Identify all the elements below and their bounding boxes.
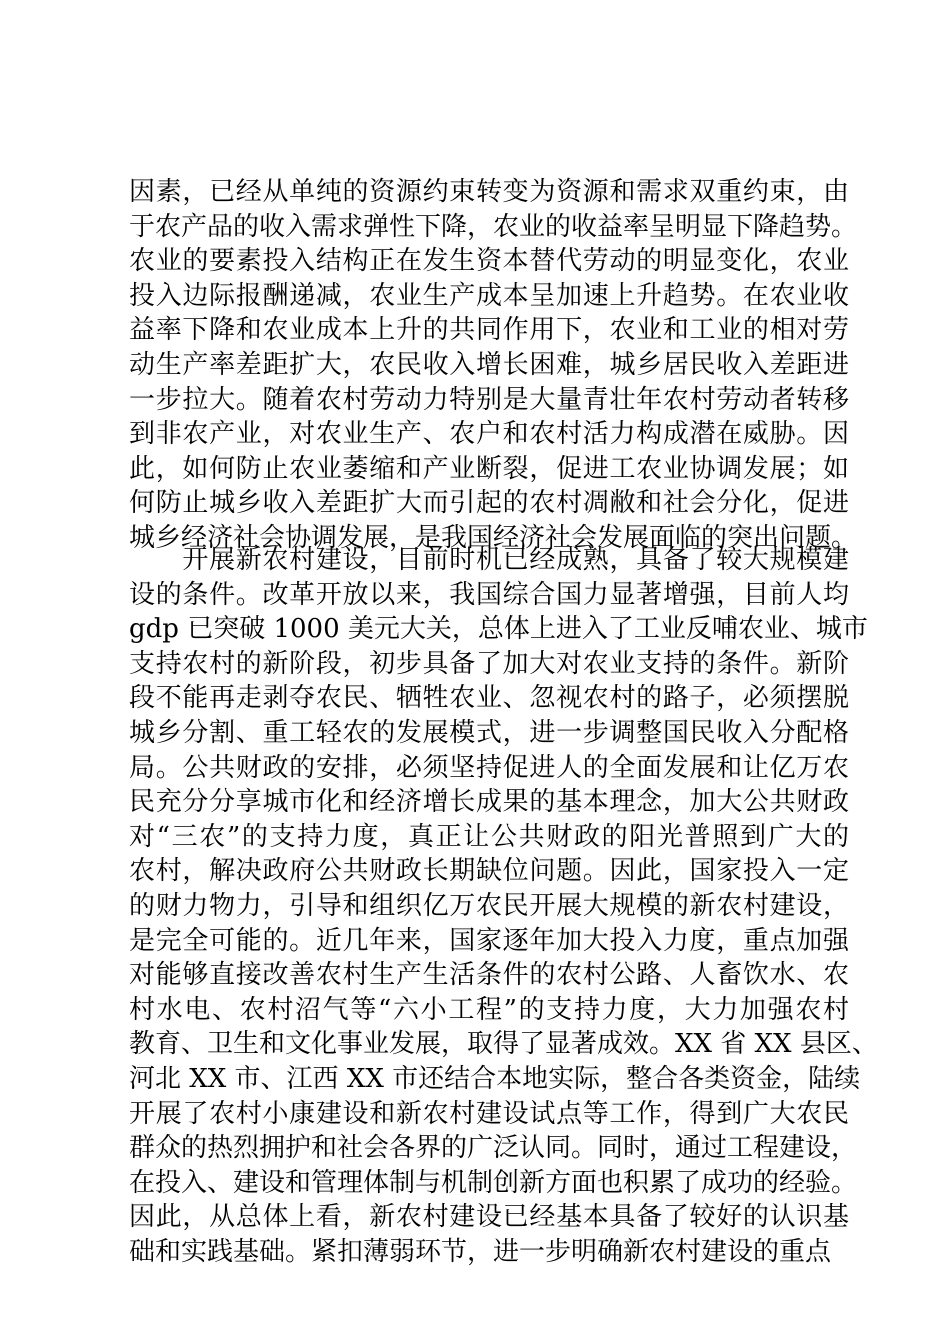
text-line: 城乡分割、重工轻农的发展模式，进一步调整国民收入分配格 xyxy=(129,717,849,748)
paragraph-1 xyxy=(129,175,858,556)
text-line: 于农产品的收入需求弹性下降，农业的收益率呈明显下降趋势。 xyxy=(129,211,858,242)
text-line: 城乡经济社会协调发展，是我国经济社会发展面临的突出问题。 xyxy=(129,522,858,553)
text-line: 动生产率差距扩大，农民收入增长困难，城乡居民收入差距进 xyxy=(129,349,849,380)
paragraph-2 xyxy=(129,543,878,1269)
text-line: 设的条件。改革开放以来，我国综合国力显著增强，目前人均 xyxy=(129,579,849,610)
text-line: 村水电、农村沼气等“六小工程”的支持力度，大力加强农村 xyxy=(129,994,849,1025)
text-line: 局。公共财政的安排，必须坚持促进人的全面发展和让亿万农 xyxy=(129,752,849,783)
text-line: 一步拉大。随着农村劳动力特别是大量青壮年农村劳动者转移 xyxy=(129,384,849,415)
text-line: 对“三农”的支持力度，真正让公共财政的阳光普照到广大的 xyxy=(129,821,849,852)
text-line: 到非农产业，对农业生产、农户和农村活力构成潜在威胁。因 xyxy=(129,419,849,450)
text-line: 支持农村的新阶段，初步具备了加大对农业支持的条件。新阶 xyxy=(129,648,849,679)
text-line: 民充分分享城市化和经济增长成果的基本理念，加大公共财政 xyxy=(129,787,849,818)
text-line: 河北 XX 市、江西 XX 市还结合本地实际，整合各类资金，陆续 xyxy=(129,1063,861,1094)
text-line: 群众的热烈拥护和社会各界的广泛认同。同时，通过工程建设， xyxy=(129,1133,858,1164)
text-line: 是完全可能的。近几年来，国家逐年加大投入力度，重点加强 xyxy=(129,925,849,956)
text-line: 开展了农村小康建设和新农村建设试点等工作，得到广大农民 xyxy=(129,1098,849,1129)
text-line: gdp 已突破 1000 美元大关，总体上进入了工业反哺农业、城市 xyxy=(129,614,868,645)
text-line: 投入边际报酬递减，农业生产成本呈加速上升趋势。在农业收 xyxy=(129,280,849,311)
text-line: 在投入、建设和管理体制与机制创新方面也积累了成功的经验。 xyxy=(129,1167,858,1198)
text-line: 何防止城乡收入差距扩大而引起的农村凋敝和社会分化，促进 xyxy=(129,488,849,519)
text-line: 益率下降和农业成本上升的共同作用下，农业和工业的相对劳 xyxy=(129,315,849,346)
text-line: 开展新农村建设，目前时机已经成熟，具备了较大规模建 xyxy=(129,545,849,575)
text-line: 农村，解决政府公共财政长期缺位问题。因此，国家投入一定 xyxy=(129,856,849,887)
text-line: 此，如何防止农业萎缩和产业断裂，促进工农业协调发展；如 xyxy=(129,453,849,484)
text-line: 段不能再走剥夺农民、牺牲农业、忽视农村的路子，必须摆脱 xyxy=(129,683,849,714)
text-line: 农业的要素投入结构正在发生资本替代劳动的明显变化，农业 xyxy=(129,246,849,277)
text-line: 因此，从总体上看，新农村建设已经基本具备了较好的认识基 xyxy=(129,1202,849,1233)
text-line: 因素，已经从单纯的资源约束转变为资源和需求双重约束，由 xyxy=(129,177,849,207)
text-line: 础和实践基础。紧扣薄弱环节，进一步明确新农村建设的重点 xyxy=(129,1236,832,1267)
text-line: 的财力物力，引导和组织亿万农民开展大规模的新农村建设， xyxy=(129,890,849,921)
text-line: 教育、卫生和文化事业发展，取得了显著成效。XX 省 XX 县区、 xyxy=(129,1029,878,1060)
text-line: 对能够直接改善农村生产生活条件的农村公路、人畜饮水、农 xyxy=(129,960,849,991)
